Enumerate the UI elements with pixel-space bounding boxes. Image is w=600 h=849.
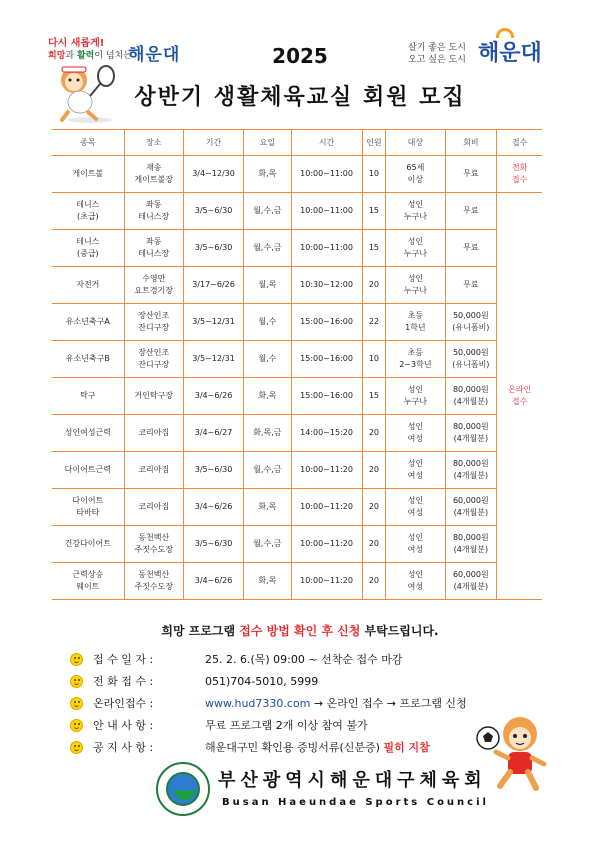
council-seal-icon [156,762,210,816]
cell-capacity: 15 [362,378,386,415]
cell-place: 장산인조 잔디구장 [124,304,183,341]
cell-target: 초등 2~3학년 [386,341,445,378]
table-row [52,415,542,452]
smiley-icon [70,719,83,732]
cell-time: 10:30~12:00 [291,267,362,304]
table-row [52,378,542,415]
table-row [52,193,542,230]
cell-target: 성인 여성 [386,489,445,526]
col-header-fee: 회비 [445,130,497,156]
cell-place: 수영만 요트경기장 [124,267,183,304]
cell-period: 3/4~12/30 [183,156,243,193]
cell-place: 코리아짐 [124,489,183,526]
info-row-phone [70,670,500,692]
info-value-online [205,695,467,711]
col-header-period: 기간 [183,130,243,156]
table-row [52,304,542,341]
online-url-link[interactable]: www.hud7330.com [205,697,311,710]
col-header-target: 대상 [386,130,445,156]
cell-time: 15:00~16:00 [291,341,362,378]
cell-target: 성인 여성 [386,563,445,600]
cell-days: 월,수,금 [244,193,291,230]
info-value-phone: 051)704-5010, 5999 [205,674,319,688]
cell-fee: 80,000원 (4개월분) [445,452,497,489]
cell-time: 14:00~15:20 [291,415,362,452]
cell-sport: 유소년축구A [52,304,124,341]
info-list [70,648,500,758]
cell-fee: 무료 [445,230,497,267]
table-row [52,489,542,526]
info-row-guide [70,714,500,736]
brand-logo-right [478,36,542,67]
cell-period: 3/5~6/30 [183,230,243,267]
info-label-notice: 공 지 사 항 : [93,741,154,754]
cell-capacity: 20 [362,415,386,452]
cell-capacity: 15 [362,193,386,230]
cell-sport: 탁구 [52,378,124,415]
info-row-date [70,648,500,670]
table-header-row [52,130,542,156]
year-heading: 2025 [272,44,328,68]
slogan-right-line2: 오고 싶은 도시 [408,55,466,65]
slogan-word-hope: 희망 [48,51,66,61]
cell-target: 성인 누구나 [386,193,445,230]
cell-days: 화,목 [244,378,291,415]
cell-target: 초등 1학년 [386,304,445,341]
table-row [52,526,542,563]
info-label-date: 접 수 일 자 : [93,653,154,666]
cell-capacity: 10 [362,341,386,378]
org-name-korean: 부산광역시해운대구체육회 [218,770,487,791]
cell-days: 월,수 [244,304,291,341]
slogan-right [408,42,466,66]
cell-place: 거인탁구장 [124,378,183,415]
cell-place: 좌동 테니스장 [124,230,183,267]
cell-days: 월,수,금 [244,526,291,563]
cell-sport: 유소년축구B [52,341,124,378]
cell-fee: 60,000원 (4개월분) [445,489,497,526]
program-table [52,129,542,600]
col-header-days: 요일 [244,130,291,156]
cell-place: 동천백산 주짓수도장 [124,563,183,600]
apply-notice [0,622,600,639]
cell-fee: 80,000원 (4개월분) [445,526,497,563]
slogan-word-vitality: 활력 [76,51,95,61]
cell-time: 15:00~16:00 [291,378,362,415]
info-value-date: 25. 2. 6.(목) 09:00 ~ 선착순 접수 마감 [205,653,403,666]
cell-fee: 무료 [445,193,497,230]
cell-period: 3/5~12/31 [183,341,243,378]
cell-sport: 건강다이어트 [52,526,124,563]
smiley-icon [70,697,83,710]
smiley-icon [70,675,83,688]
table-row [52,341,542,378]
cell-capacity: 15 [362,230,386,267]
cell-time: 10:00~11:20 [291,563,362,600]
cell-sport: 테니스 (초급) [52,193,124,230]
cell-fee: 60,000원 (4개월분) [445,563,497,600]
cell-target: 성인 누구나 [386,378,445,415]
cell-sport: 자전거 [52,267,124,304]
cell-period: 3/17~6/26 [183,267,243,304]
cell-days: 월,수,금 [244,452,291,489]
info-row-online [70,692,500,714]
cell-fee: 80,000원 (4개월분) [445,378,497,415]
col-header-sport: 종목 [52,130,124,156]
cell-place: 장산인조 잔디구장 [124,341,183,378]
info-row-notice [70,736,500,758]
cell-period: 3/5~6/30 [183,193,243,230]
cell-place: 코리아짐 [124,415,183,452]
page-title: 상반기 생활체육교실 회원 모집 [134,85,466,110]
col-header-apply: 접수 [497,130,542,156]
notice-highlight: 접수 방법 확인 후 신청 [239,624,361,638]
cell-days: 월,수 [244,341,291,378]
cell-period: 3/5~12/31 [183,304,243,341]
cell-capacity: 20 [362,267,386,304]
cell-days: 화,목 [244,489,291,526]
cell-days: 월,수,금 [244,230,291,267]
notice-part1: 희망 프로그램 [161,624,240,638]
cell-place: 좌동 테니스장 [124,193,183,230]
brand-logo-left: 해운대 [128,45,181,65]
slogan-left-line1: 다시 새롭게! [48,38,105,49]
cell-period: 3/5~6/30 [183,452,243,489]
slogan-word-and: 과 [65,51,77,61]
cell-sport: 테니스 (중급) [52,230,124,267]
cell-apply-phone: 전화 접수 [497,156,542,193]
table-row [52,156,542,193]
cell-time: 10:00~11:00 [291,156,362,193]
col-header-place: 장소 [124,130,183,156]
info-value-notice [205,739,430,755]
cell-period: 3/4~6/26 [183,563,243,600]
cell-days: 화,목 [244,563,291,600]
info-label-guide: 안 내 사 항 : [93,719,154,732]
cell-target: 성인 누구나 [386,267,445,304]
cell-target: 성인 여성 [386,415,445,452]
cell-fee: 무료 [445,156,497,193]
info-value-guide: 무료 프로그램 2개 이상 참여 불가 [205,719,368,732]
cell-sport: 성인여성근력 [52,415,124,452]
cell-capacity: 20 [362,452,386,489]
slogan-word-full: 이 넘치는 [94,51,132,61]
col-header-time: 시간 [291,130,362,156]
smiley-icon [70,741,83,754]
cell-fee: 80,000원 (4개월분) [445,415,497,452]
cell-capacity: 20 [362,526,386,563]
cell-time: 10:00~11:00 [291,193,362,230]
brand-logo-right-text: 해운대 [478,41,542,66]
online-steps: → 온라인 접수 → 프로그램 신청 [310,697,467,710]
cell-capacity: 20 [362,563,386,600]
cell-sport: 게이트볼 [52,156,124,193]
page-header [0,0,600,125]
cell-capacity: 20 [362,489,386,526]
cell-target: 성인 여성 [386,526,445,563]
table-row [52,267,542,304]
cell-time: 10:00~11:20 [291,489,362,526]
table-row [52,563,542,600]
cell-target: 성인 누구나 [386,230,445,267]
col-header-capacity: 인원 [362,130,386,156]
cell-days: 화,목,금 [244,415,291,452]
cell-days: 월,목 [244,267,291,304]
info-label-phone: 전 화 접 수 : [93,675,154,688]
notice-value-emphasis: 필히 지참 [383,741,430,754]
cell-target: 성인 여성 [386,452,445,489]
info-label-online: 온라인접수 : [93,697,154,710]
cell-target: 65세 이상 [386,156,445,193]
table-row [52,230,542,267]
cell-capacity: 10 [362,156,386,193]
cell-capacity: 22 [362,304,386,341]
notice-part3: 부탁드립니다. [360,624,439,638]
cell-fee: 50,000원 (유니폼비) [445,304,497,341]
cell-place: 재송 게이트볼장 [124,156,183,193]
cell-days: 화,목 [244,156,291,193]
table-row [52,452,542,489]
cell-apply-online: 온라인 접수 [497,193,542,600]
cell-place: 코리아짐 [124,452,183,489]
seal-emblem [166,772,200,806]
cell-fee: 50,000원 (유니폼비) [445,341,497,378]
cell-time: 10:00~11:00 [291,230,362,267]
slogan-right-line1: 살기 좋은 도시 [408,43,466,53]
notice-value-main: 해운대구민 확인용 증빙서류(신분증) [205,741,384,754]
cell-time: 15:00~16:00 [291,304,362,341]
cell-period: 3/4~6/26 [183,378,243,415]
smiley-icon [70,653,83,666]
sun-icon [496,28,514,38]
cell-fee: 무료 [445,267,497,304]
cell-sport: 다이어트 타바타 [52,489,124,526]
cell-period: 3/4~6/26 [183,489,243,526]
cell-sport: 다이어트근력 [52,452,124,489]
org-name-english: Busan Haeundae Sports Council [222,797,489,808]
cell-time: 10:00~11:20 [291,526,362,563]
cell-sport: 근력상승 웨이트 [52,563,124,600]
cell-period: 3/4~6/27 [183,415,243,452]
cell-time: 10:00~11:20 [291,452,362,489]
cell-period: 3/5~6/30 [183,526,243,563]
cell-place: 동천백산 주짓수도장 [124,526,183,563]
